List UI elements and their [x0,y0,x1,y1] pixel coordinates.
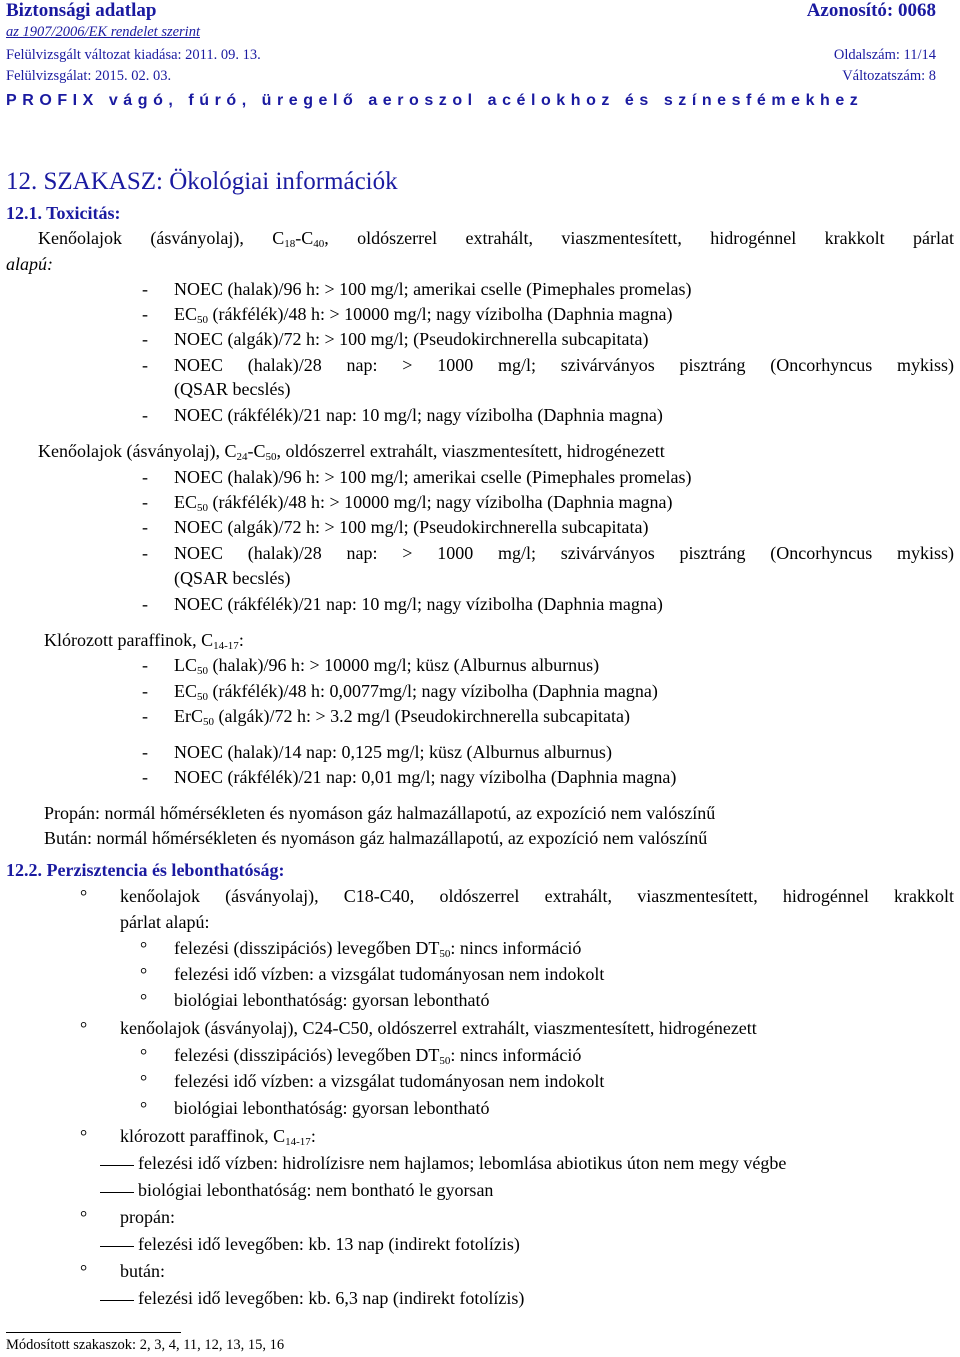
list-dash: - [142,655,148,675]
degree-bullet: ° [80,886,88,906]
list-dash: - [142,405,148,425]
list-item: NOEC (halak)/96 h: > 100 mg/l; amerikai cselle (Pimephales promelas) [174,467,692,487]
degree-bullet: ° [140,990,148,1010]
persistence-item-cont: párlat alapú: [120,912,210,932]
section-title: 12. SZAKASZ: Ökológiai információk [6,168,398,195]
persistence-item: klórozott paraffinok, $C_{14-17}$: [120,1126,316,1148]
persistence-item: propán: [120,1207,175,1227]
degree-bullet: ° [140,1071,148,1091]
persistence-subitem: felezési idő vízben: a vizsgálat tudományosan nem indokolt [174,964,605,984]
document-title: Biztonsági adatlap [6,0,157,21]
persistence-subitem: felezési (disszipációs) levegőben $DT_{50}$: nincs információ [174,1045,582,1067]
list-item: NOEC (algák)/72 h: > 100 mg/l; (Pseudokirchnerella subcapitata) [174,329,649,349]
list-item-cont: (QSAR becslés) [174,568,291,588]
list-dash: - [142,594,148,614]
toxicity-group1-heading: Kenőolajok (ásványolaj), $C_{18}-C_{40}$, oldószerrel extrahált, viaszmentesített, hidrogénnel krakkolt párlat [38,228,955,250]
degree-bullet: ° [140,1098,148,1118]
list-dash: - [142,706,148,726]
version-number: Változatszám: 8 [842,68,936,84]
persistence-subitem: felezési (disszipációs) levegőben $DT_{50}$: nincs információ [174,938,582,960]
list-item: NOEC (algák)/72 h: > 100 mg/l; (Pseudokirchnerella subcapitata) [174,517,649,537]
persistence-item: kenőolajok (ásványolaj), C24-C50, oldószerrel extrahált, viaszmentesített, hidrogénezett [120,1018,757,1038]
toxicity-group1-heading-cont: alapú: [6,254,53,274]
list-dash: - [142,329,148,349]
persistence-item: kenőolajok (ásványolaj), C18-C40, oldószerrel extrahált, viaszmentesített, hidrogénnel krakkolt [120,886,954,906]
list-dash: - [142,681,148,701]
list-item: NOEC (rákfélék)/21 nap: 10 mg/l; nagy vízibolha (Daphnia magna) [174,594,663,614]
list-item-cont: (QSAR becslés) [174,379,291,399]
toxicity-group2-heading: Kenőolajok (ásványolaj), $C_{24}-C_{50}$, oldószerrel extrahált, viaszmentesített, hidrogénezett [38,441,665,463]
em-dash-marker [100,1165,134,1166]
list-item: NOEC (halak)/14 nap: 0,125 mg/l; küsz (Alburnus alburnus) [174,742,612,762]
list-item: NOEC (halak)/96 h: > 100 mg/l; amerikai cselle (Pimephales promelas) [174,279,692,299]
persistence-subitem: biológiai lebonthatóság: nem bontható le gyorsan [138,1180,494,1200]
persistence-subitem: felezési idő levegőben: kb. 6,3 nap (indirekt fotolízis) [138,1288,525,1308]
list-item: $EC_{50}$ (rákfélék)/48 h: 0,0077mg/l; nagy vízibolha (Daphnia magna) [174,681,658,703]
persistence-subitem: biológiai lebonthatóság: gyorsan lebontható [174,990,490,1010]
toxicity-heading: 12.1. Toxicitás: [6,203,121,223]
persistence-item: bután: [120,1261,165,1281]
degree-bullet: ° [140,1045,148,1065]
list-item: $EC_{50}$ (rákfélék)/48 h: > 10000 mg/l; nagy vízibolha (Daphnia magna) [174,304,673,326]
list-dash: - [142,279,148,299]
footer-modified-sections: Módosított szakaszok: 2, 3, 4, 11, 12, 13, 15, 16 [6,1337,285,1353]
list-dash: - [142,517,148,537]
list-item: NOEC (halak)/28 nap: > 1000 mg/l; szivárványos pisztráng (Oncorhyncus mykiss) [174,543,954,563]
persistence-subitem: felezési idő vízben: a vizsgálat tudományosan nem indokolt [174,1071,605,1091]
list-item: $LC_{50}$ (halak)/96 h: > 10000 mg/l; küsz (Alburnus alburnus) [174,655,600,677]
revision-issued: Felülvizsgált változat kiadása: 2011. 09. 13. [6,47,261,63]
degree-bullet: ° [140,964,148,984]
propane-note: Propán: normál hőmérsékleten és nyomáson gáz halmazállapotú, az expozíció nem valószínű [44,803,716,823]
list-dash: - [142,355,148,375]
butane-note: Bután: normál hőmérsékleten és nyomáson gáz halmazállapotú, az expozíció nem valószínű [44,828,708,848]
toxicity-group3-heading: Klórozott paraffinok, $C_{14-17}$: [44,630,244,652]
list-item: NOEC (rákfélék)/21 nap: 10 mg/l; nagy vízibolha (Daphnia magna) [174,405,663,425]
list-item: $EC_{50}$ (rákfélék)/48 h: > 10000 mg/l; nagy vízibolha (Daphnia magna) [174,492,673,514]
persistence-subitem: felezési idő levegőben: kb. 13 nap (indirekt fotolízis) [138,1234,520,1254]
product-name: PROFIX vágó, fúró, üregelő aeroszol acélokhoz és színesfémekhez [6,92,864,109]
em-dash-marker [100,1300,134,1301]
em-dash-marker [100,1192,134,1193]
degree-bullet: ° [80,1261,88,1281]
em-dash-marker [100,1246,134,1247]
page-number: Oldalszám: 11/14 [833,47,936,63]
list-dash: - [142,492,148,512]
degree-bullet: ° [80,1207,88,1227]
list-item: ErC$_{50}$ (algák)/72 h: > 3.2 mg/l (Pseudokirchnerella subcapitata) [174,706,631,728]
degree-bullet: ° [80,1018,88,1038]
list-dash: - [142,304,148,324]
document-identifier: Azonosító: 0068 [806,0,936,21]
revision-date: Felülvizsgálat: 2015. 02. 03. [6,68,172,84]
list-dash: - [142,467,148,487]
list-dash: - [142,767,148,787]
degree-bullet: ° [80,1126,88,1146]
footer-divider [6,1332,181,1333]
list-item: NOEC (rákfélék)/21 nap: 0,01 mg/l; nagy vízibolha (Daphnia magna) [174,767,677,787]
persistence-subitem: felezési idő vízben: hidrolízisre nem hajlamos; lebomlása abiotikus úton nem megy végbe [138,1153,787,1173]
degree-bullet: ° [140,938,148,958]
regulation-reference: az 1907/2006/EK rendelet szerint [6,24,200,40]
list-dash: - [142,543,148,563]
list-dash: - [142,742,148,762]
persistence-heading: 12.2. Perzisztencia és lebonthatóság: [6,860,285,880]
list-item: NOEC (halak)/28 nap: > 1000 mg/l; szivárványos pisztráng (Oncorhyncus mykiss) [174,355,954,375]
persistence-subitem: biológiai lebonthatóság: gyorsan lebontható [174,1098,490,1118]
